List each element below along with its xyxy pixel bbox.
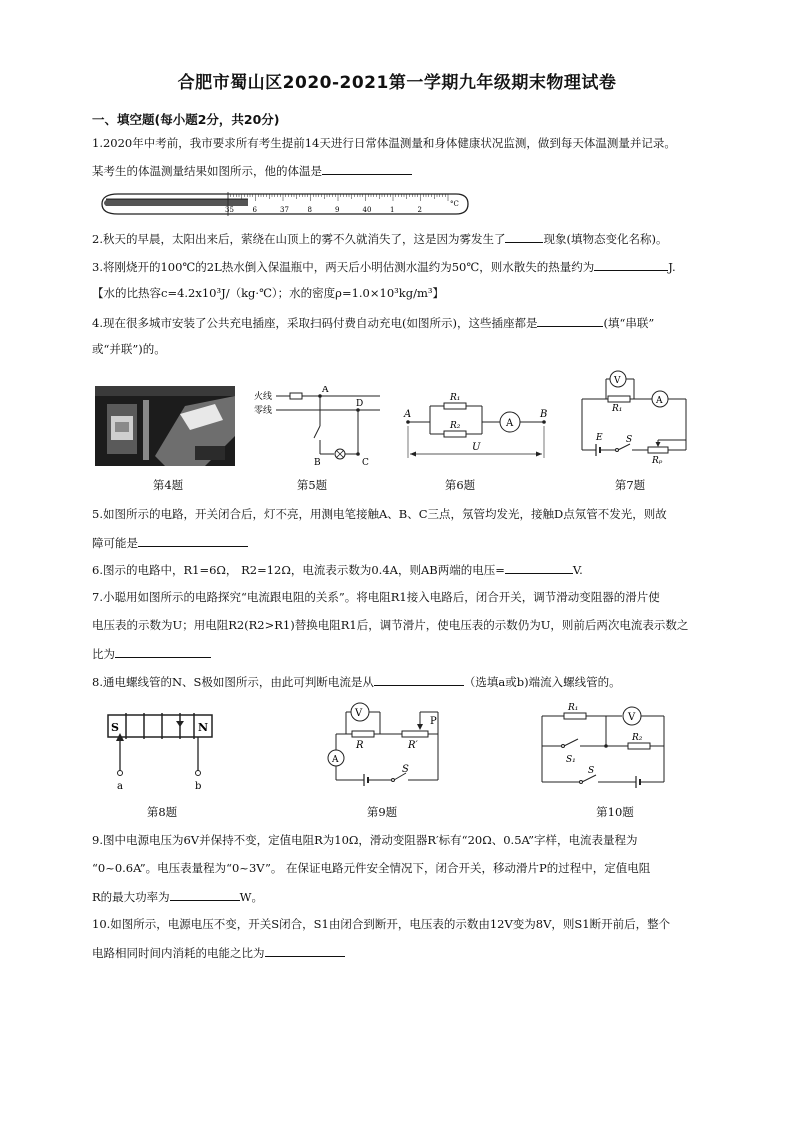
terminal-a-label: A xyxy=(404,409,412,420)
caption-fig7: 第7题 xyxy=(614,478,646,492)
rheostat-label: R′ xyxy=(408,740,418,751)
switch-s1-label: S₁ xyxy=(566,755,576,765)
r2-label: R₂ xyxy=(450,421,461,431)
q1-line2 xyxy=(92,162,412,179)
resistor-r1-icon xyxy=(564,713,586,719)
terminal-a-label: a xyxy=(117,781,123,792)
q2-text-b: 现象(填物态变化名称)。 xyxy=(543,232,668,246)
switch-s-label: S xyxy=(402,764,409,775)
section-heading: 一、填空题(每小题2分，共20分) xyxy=(92,112,280,127)
q10-line1: 10.如图所示，电源电压不变，开关S闭合，S1由闭合到断开，电压表的示数由12V变为8V，则S1断开前后，整个 xyxy=(92,917,671,931)
q9-text-b: W。 xyxy=(239,890,263,904)
voltmeter-label: V xyxy=(628,712,636,723)
thermometer-number: 40 xyxy=(362,206,372,214)
q1-text: 某考生的体温测量结果如图所示，他的体温是 xyxy=(92,164,322,178)
fuse-icon xyxy=(290,393,302,399)
live-wire-label: 火线 xyxy=(254,392,273,402)
figure-6-circuit xyxy=(402,386,552,466)
caption-fig5: 第5题 xyxy=(296,478,328,492)
caption-fig10: 第10题 xyxy=(596,805,634,819)
figure-8-solenoid xyxy=(102,705,222,793)
q10-line2 xyxy=(92,944,345,961)
ammeter-label: A xyxy=(506,418,514,429)
terminal-b-label: b xyxy=(195,781,202,792)
q3-line1 xyxy=(92,258,676,275)
resistor-r1-icon xyxy=(444,403,466,409)
q7-line2: 电压表的示数为U；用电阻R2(R2>R1)替换电阻R1后，调节滑片，使电压表的示数仍为U，则前后两次电流表示数之 xyxy=(92,618,689,632)
figure-10-circuit xyxy=(536,700,676,792)
caption-fig9: 第9题 xyxy=(366,805,398,819)
figure-5-circuit xyxy=(254,386,394,466)
q8-text-a: 8.通电螺线管的N、S极如图所示，由此可判断电流是从 xyxy=(92,675,374,689)
q8-text-b: （选填a或b)端流入螺线管的。 xyxy=(463,675,621,689)
q4-text-b: (填“串联” xyxy=(603,316,655,330)
q9-answer-blank xyxy=(170,888,240,901)
terminal-b-label: B xyxy=(540,409,548,420)
q4-line2: 或“并联”)的。 xyxy=(92,342,166,356)
thermometer-figure xyxy=(98,188,470,220)
page-title: 合肥市蜀山区2020-2021第一学期九年级期末物理试卷 xyxy=(177,73,617,93)
q2-text-a: 2.秋天的早晨，太阳出来后，萦绕在山顶上的雾不久就消失了，这是因为雾发生了 xyxy=(92,232,506,246)
q3-line2: 【水的比热容c=4.2x10³J/（kg·℃）；水的密度ρ=1.0×10³kg/m³】 xyxy=(92,286,444,300)
figure-7-circuit xyxy=(578,370,693,466)
q2-answer-blank xyxy=(505,230,543,243)
resistor-r1-icon xyxy=(608,396,630,402)
caption-fig6: 第6题 xyxy=(444,478,476,492)
figure-9-circuit xyxy=(322,700,452,792)
voltmeter-label: V xyxy=(355,708,363,719)
thermometer-number: 8 xyxy=(307,206,312,214)
point-b-label: B xyxy=(314,458,321,466)
caption-fig4: 第4题 xyxy=(152,478,184,492)
r1-label: R₁ xyxy=(450,393,461,403)
q7-line1: 7.小聪用如图所示的电路探究“电流跟电阻的关系”。将电阻R1接入电路后，闭合开关，调节滑动变阻器的滑片使 xyxy=(92,590,660,604)
ammeter-label: A xyxy=(332,755,339,765)
thermometer-number: 1 xyxy=(390,206,395,214)
q10-text: 电路相同时间内消耗的电能之比为 xyxy=(92,946,265,960)
q6-line1 xyxy=(92,561,583,578)
q6-answer-blank xyxy=(505,561,573,574)
q7-line3 xyxy=(92,645,211,662)
rheostat-icon xyxy=(402,731,428,737)
r1-label: R₁ xyxy=(612,404,623,414)
rheostat-icon xyxy=(648,447,668,453)
thermometer-number: 37 xyxy=(280,206,289,214)
charging-station-photo xyxy=(95,386,235,466)
q9-line3 xyxy=(92,888,263,905)
ammeter-label: A xyxy=(656,396,663,406)
q4-line1 xyxy=(92,314,654,331)
q8-answer-blank xyxy=(374,673,464,686)
q6-text-b: V. xyxy=(572,563,583,577)
q4-text-a: 4.现在很多城市安装了公共充电插座，采取扫码付费自动充电(如图所示)，这些插座都是 xyxy=(92,316,538,330)
resistor-r2-icon xyxy=(628,743,650,749)
q5-text: 障可能是 xyxy=(92,536,138,550)
rheostat-rp-label: Rₚ xyxy=(652,456,663,466)
voltage-u-label: U xyxy=(472,442,481,453)
q7-answer-blank xyxy=(115,645,211,658)
neutral-wire-label: 零线 xyxy=(254,406,273,416)
thermometer-number: 35 xyxy=(225,206,234,214)
q10-answer-blank xyxy=(265,944,345,957)
voltmeter-label: V xyxy=(614,376,621,386)
thermometer-unit: °C xyxy=(450,200,459,208)
q7-text: 比为 xyxy=(92,647,115,661)
switch-s-label: S xyxy=(626,435,633,445)
q3-text-a: 3.将刚烧开的100℃的2L热水倒入保温瓶中，两天后小明估测水温约为50℃，则水散失的热量约为 xyxy=(92,260,595,274)
q5-line2 xyxy=(92,534,248,551)
switch-s-label: S xyxy=(588,766,595,776)
q5-answer-blank xyxy=(138,534,248,547)
caption-fig8: 第8题 xyxy=(146,805,178,819)
q2-line1 xyxy=(92,230,667,247)
r1-label: R₁ xyxy=(568,703,579,713)
q9-line2: “0~0.6A”。电压表量程为“0~3V”。 在保证电路元件安全情况下，闭合开关，移动滑片P的过程中，定值电阻 xyxy=(92,861,651,875)
q3-answer-blank xyxy=(594,258,668,271)
thermometer-number: 9 xyxy=(335,206,340,214)
r2-label: R₂ xyxy=(632,733,643,743)
point-a-label: A xyxy=(322,386,329,395)
q4-answer-blank xyxy=(537,314,603,327)
pole-n-label: N xyxy=(198,721,209,734)
q5-line1: 5.如图所示的电路，开关闭合后，灯不亮，用测电笔接触A、B、C三点，氖管均发光，接触D点氖管不发光，则故 xyxy=(92,507,667,521)
battery-e-label: E xyxy=(596,433,603,443)
resistor-r2-icon xyxy=(444,431,466,437)
point-c-label: C xyxy=(362,458,369,466)
q3-text-b: J. xyxy=(668,260,676,274)
q6-text-a: 6.图示的电路中，R1=6Ω， R2=12Ω，电流表示数为0.4A，则AB两端的电压= xyxy=(92,563,505,577)
slider-p-label: P xyxy=(430,716,437,727)
q8-line1 xyxy=(92,673,621,690)
pole-s-label: S xyxy=(111,721,119,734)
thermometer-number: 2 xyxy=(417,206,422,214)
q9-text-a: R的最大功率为 xyxy=(92,890,170,904)
point-d-label: D xyxy=(356,399,364,409)
q9-line1: 9.图中电源电压为6V并保持不变，定值电阻R为10Ω，滑动变阻器R′标有“20Ω、0.5A”字样，电流表量程为 xyxy=(92,833,638,847)
q1-answer-blank xyxy=(322,162,412,175)
thermometer-number: 6 xyxy=(252,206,257,214)
q1-line1: 1.2020年中考前，我市要求所有考生提前14天进行日常体温测量和身体健康状况监测，做到每天体温测量并记录。 xyxy=(92,136,676,150)
resistor-r-icon xyxy=(352,731,374,737)
resistor-r-label: R xyxy=(356,740,364,751)
